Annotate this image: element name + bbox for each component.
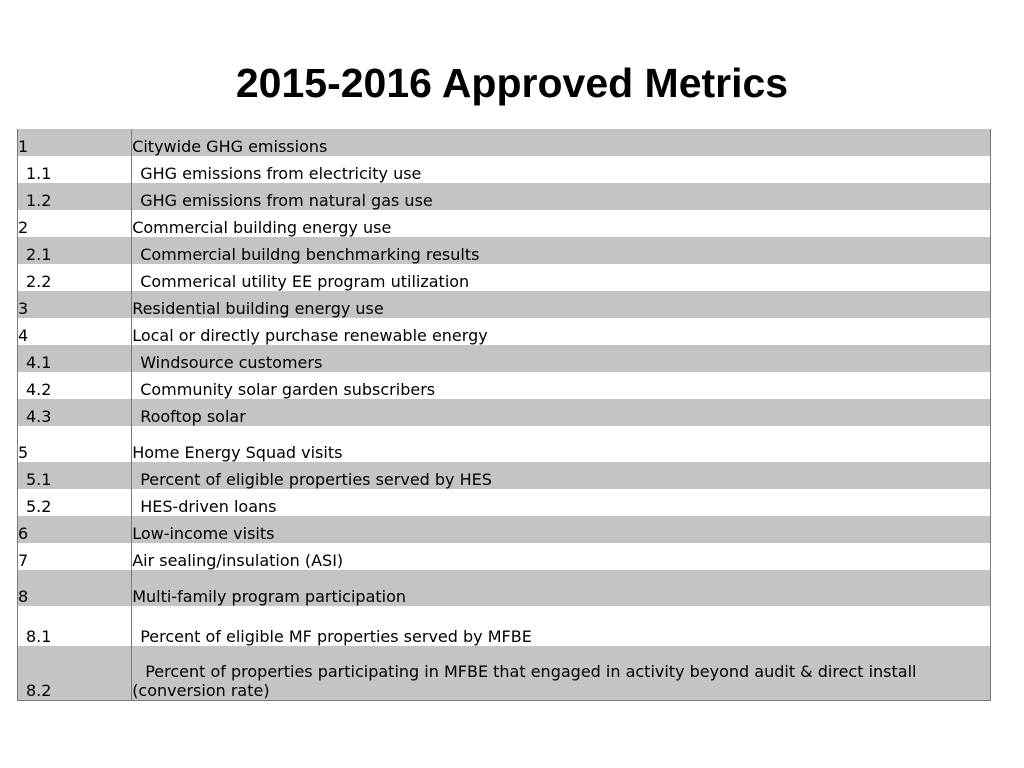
metric-number: 1.2 (18, 183, 132, 210)
metric-label: Residential building energy use (132, 291, 991, 318)
metric-number: 5 (18, 426, 132, 462)
metric-number: 8.2 (18, 646, 132, 700)
table-row (18, 183, 991, 210)
table-row (18, 318, 991, 345)
metric-label: Windsource customers (132, 345, 991, 372)
metric-number: 5.1 (18, 462, 132, 489)
metric-number: 1 (18, 129, 132, 156)
table-row (18, 237, 991, 264)
table-row (18, 646, 991, 700)
metric-number: 2.1 (18, 237, 132, 264)
metric-label: Percent of eligible properties served by HES (132, 462, 991, 489)
metric-label: Multi-family program participation (132, 570, 991, 606)
metric-label (132, 646, 991, 700)
table-row (18, 570, 991, 606)
metric-number: 8.1 (18, 606, 132, 646)
table-row (18, 129, 991, 156)
table-row (18, 372, 991, 399)
table-row (18, 489, 991, 516)
table-row (18, 210, 991, 237)
table-row (18, 516, 991, 543)
metric-number: 6 (18, 516, 132, 543)
metric-number: 4.1 (18, 345, 132, 372)
metric-label: Commercial building energy use (132, 210, 991, 237)
table-row (18, 606, 991, 646)
table-row (18, 462, 991, 489)
metric-label: GHG emissions from natural gas use (132, 183, 991, 210)
metric-number: 5.2 (18, 489, 132, 516)
metric-number: 2 (18, 210, 132, 237)
metric-number: 4 (18, 318, 132, 345)
page-title: 2015-2016 Approved Metrics (235, 60, 789, 106)
metric-label: Citywide GHG emissions (132, 129, 991, 156)
metric-label-text: Percent of properties participating in MFBE that engaged in activity beyond audit & direct install (conversion rate) (132, 661, 917, 700)
metric-label: Air sealing/insulation (ASI) (132, 543, 991, 570)
metric-number: 2.2 (18, 264, 132, 291)
metric-number: 3 (18, 291, 132, 318)
metric-label: Low-income visits (132, 516, 991, 543)
metric-label: GHG emissions from electricity use (132, 156, 991, 183)
table-row (18, 291, 991, 318)
metric-number: 7 (18, 543, 132, 570)
metric-number: 4.3 (18, 399, 132, 426)
metric-label: Commercial buildng benchmarking results (132, 237, 991, 264)
table-row (18, 345, 991, 372)
metric-number: 8 (18, 570, 132, 606)
metric-number: 4.2 (18, 372, 132, 399)
metric-label: HES-driven loans (132, 489, 991, 516)
metrics-table (17, 129, 991, 701)
metric-label: Commerical utility EE program utilization (132, 264, 991, 291)
table-row (18, 264, 991, 291)
table-row (18, 543, 991, 570)
metric-label: Rooftop solar (132, 399, 991, 426)
metric-label: Local or directly purchase renewable energy (132, 318, 991, 345)
metric-label: Community solar garden subscribers (132, 372, 991, 399)
metric-label: Percent of eligible MF properties served by MFBE (132, 606, 991, 646)
table-row (18, 156, 991, 183)
table-row (18, 399, 991, 426)
table-row (18, 426, 991, 462)
metric-label: Home Energy Squad visits (132, 426, 991, 462)
metric-number: 1.1 (18, 156, 132, 183)
